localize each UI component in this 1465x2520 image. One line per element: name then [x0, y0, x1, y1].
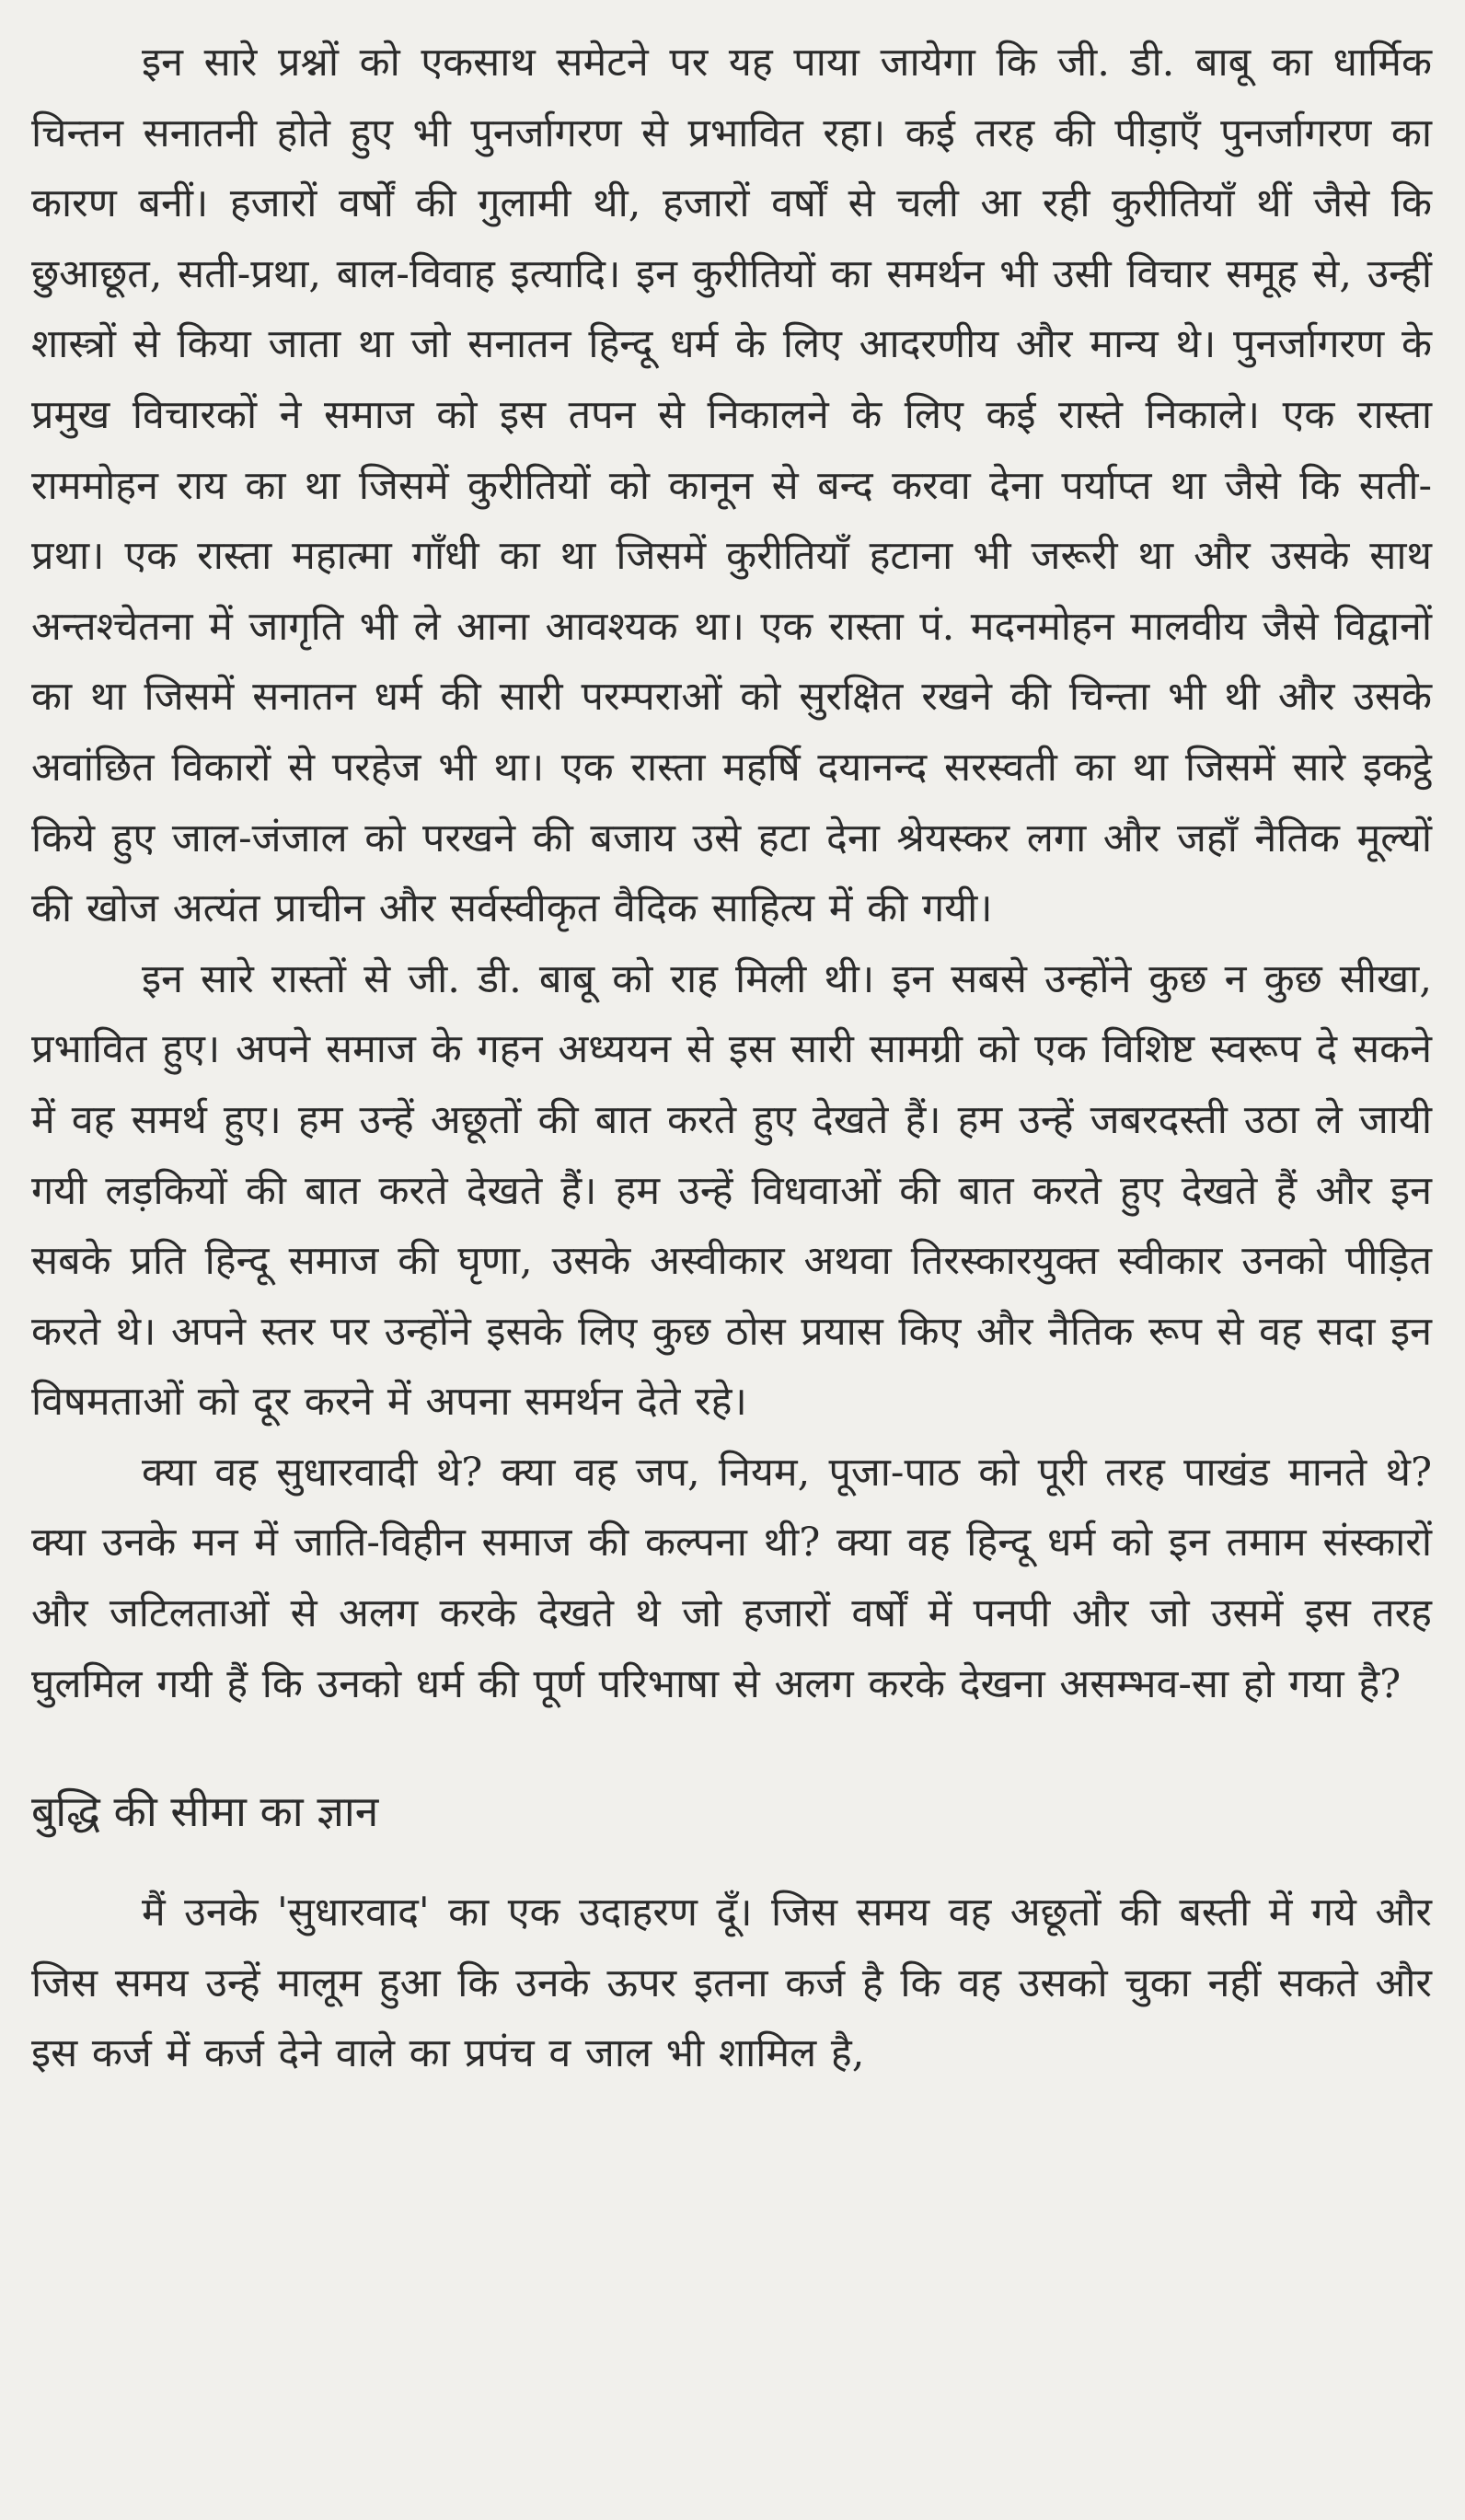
paragraph-2: इन सारे रास्तों से जी. डी. बाबू को राह मिली थी। इन सबसे उन्होंने कुछ न कुछ सीखा, प्रभावित हुए। अपने समाज के गहन अध्ययन से इस सारी सामग्री को एक विशिष्ट स्वरूप दे सकने में वह समर्थ हुए। हम उन्हें अछूतों की बात करते हुए देखते हैं। हम उन्हें जबरदस्ती उठा ले जायी गयी लड़कियों की बात करते देखते हैं। हम उन्हें विधवाओं की बात करते हुए देखते हैं और इन सबके प्रति हिन्दू समाज की घृणा, उसके अस्वीकार अथवा तिरस्कारयुक्त स्वीकार उनको पीड़ित करते थे। अपने स्तर पर उन्होंने इसके लिए कुछ ठोस प्रयास किए और नैतिक रूप से वह सदा इन विषमताओं को दूर करने में अपना समर्थन देते रहे।: [31, 955, 1432, 1426]
section-heading: बुद्धि की सीमा का ज्ञान: [31, 1786, 379, 1837]
paragraph-3: क्या वह सुधारवादी थे? क्या वह जप, नियम, पूजा-पाठ को पूरी तरह पाखंड मानते थे? क्या उनके मन में जाति-विहीन समाज की कल्पना थी? क्या वह हिन्दू धर्म को इन तमाम संस्कारों और जटिलताओं से अलग करके देखते थे जो हजारों वर्षों में पनपी और जो उसमें इस तरह घुलमिल गयी हैं कि उनको धर्म की पूर्ण परिभाषा से अलग करके देखना असम्भव-सा हो गया है?: [31, 1449, 1432, 1707]
paragraph-4: मैं उनके 'सुधारवाद' का एक उदाहरण दूँ। जिस समय वह अछूतों की बस्ती में गये और जिस समय उन्हें मालूम हुआ कि उनके ऊपर इतना कर्ज है कि वह उसको चुका नहीं सकते और इस कर्ज में कर्ज देने वाले का प्रपंच व जाल भी शामिल है,: [31, 1890, 1432, 2077]
paragraph-1: इन सारे प्रश्नों को एकसाथ समेटने पर यह पाया जायेगा कि जी. डी. बाबू का धार्मिक चिन्तन सनातनी होते हुए भी पुनर्जागरण से प्रभावित रहा। कई तरह की पीड़ाएँ पुनर्जागरण का कारण बनीं। हजारों वर्षों की गुलामी थी, हजारों वर्षों से चली आ रही कुरीतियाँ थीं जैसे कि छुआछूत, सती-प्रथा, बाल-विवाह इत्यादि। इन कुरीतियों का समर्थन भी उसी विचार समूह से, उन्हीं शास्त्रों से किया जाता था जो सनातन हिन्दू धर्म के लिए आदरणीय और मान्य थे। पुनर्जागरण के प्रमुख विचारकों ने समाज को इस तपन से निकालने के लिए कई रास्ते निकाले। एक रास्ता राममोहन राय का था जिसमें कुरीतियों को कानून से बन्द करवा देना पर्याप्त था जैसे कि सती-प्रथा। एक रास्ता महात्मा गाँधी का था जिसमें कुरीतियाँ हटाना भी जरूरी था और उसके साथ अन्तश्चेतना में जागृति भी ले आना आवश्यक था। एक रास्ता पं. मदनमोहन मालवीय जैसे विद्वानों का था जिसमें सनातन धर्म की सारी परम्पराओं को सुरक्षित रखने की चिन्ता भी थी और उसके अवांछित विकारों से परहेज भी था। एक रास्ता महर्षि दयानन्द सरस्वती का था जिसमें सारे इकट्ठे किये हुए जाल-जंजाल को परखने की बजाय उसे हटा देना श्रेयस्कर लगा और जहाँ नैतिक मूल्यों की खोज अत्यंत प्राचीन और सर्वस्वीकृत वैदिक साहित्य में की गयी।: [31, 40, 1432, 932]
